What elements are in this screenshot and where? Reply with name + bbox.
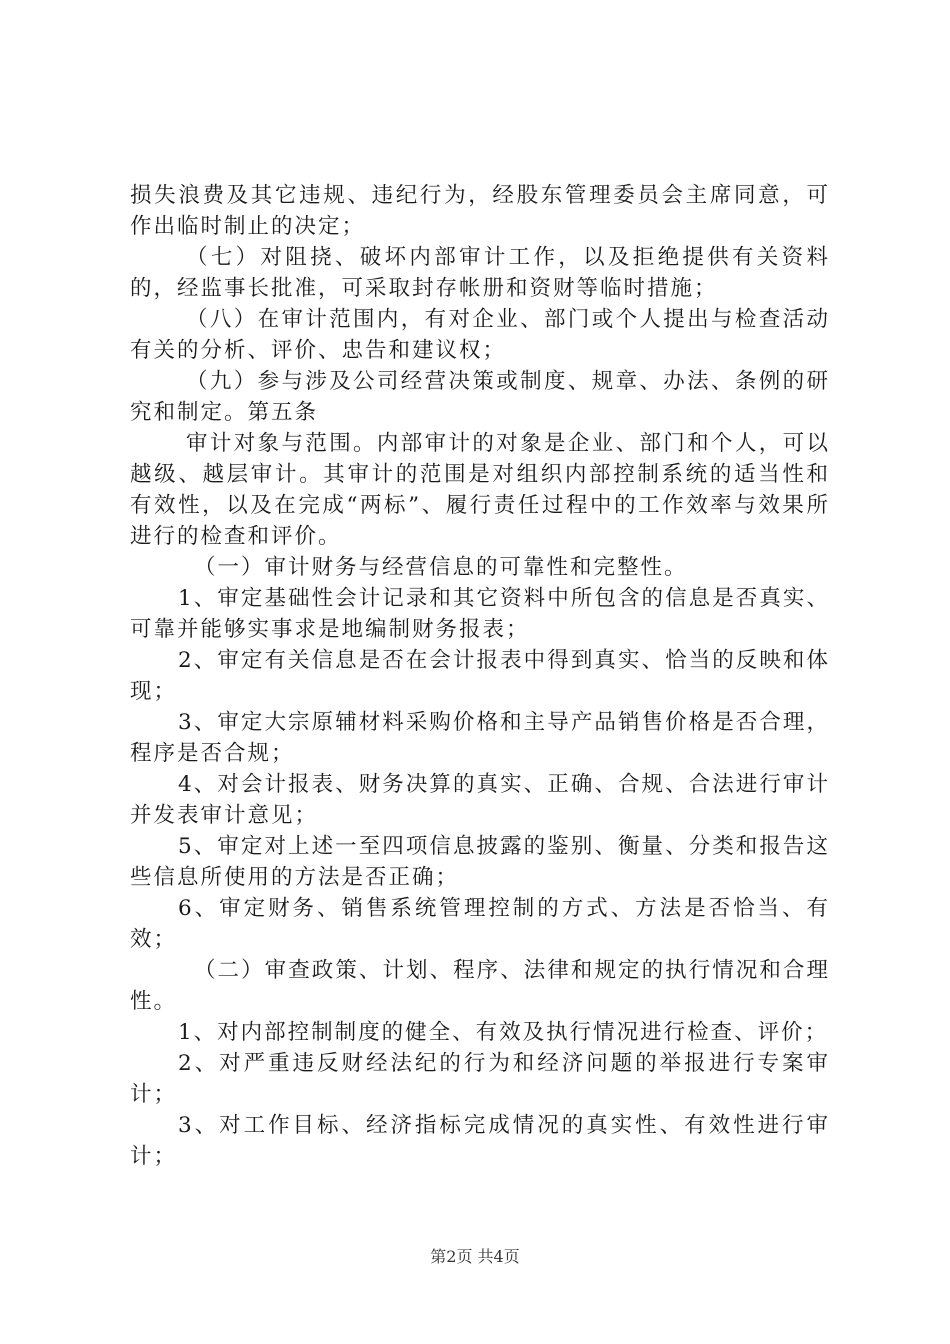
paragraph-section-2: （二）审查政策、计划、程序、法律和规定的执行情况和合理性。 [130,958,830,1014]
paragraph-section-2-item-2: 2、对严重违反财经法纪的行为和经济问题的举报进行专案审计； [130,1051,830,1107]
paragraph-section-1-item-5: 5、审定对上述一至四项信息披露的鉴别、衡量、分类和报告这些信息所使用的方法是否正确； [130,834,830,890]
page-footer [0,1244,950,1267]
paragraph-section-1-item-1: 1、审定基础性会计记录和其它资料中所包含的信息是否真实、可靠并能够实事求是地编制财务报表； [130,586,830,642]
paragraph-section-1: （一）审计财务与经营信息的可靠性和完整性。 [194,555,688,580]
page-number-label: 第2页 共4页 [430,1247,520,1266]
paragraph-section-1-item-4: 4、对会计报表、财务决算的真实、正确、合规、合法进行审计并发表审计意见； [130,772,830,828]
paragraph-item-9: （九）参与涉及公司经营决策或制度、规章、办法、条例的研究和制定。第五条 [130,369,830,425]
paragraph-continuation: 损失浪费及其它违规、违纪行为，经股东管理委员会主席同意，可作出临时制止的决定； [130,183,830,239]
paragraph-item-7: （七）对阻挠、破坏内部审计工作，以及拒绝提供有关资料的，经监事长批准，可采取封存帐册和资财等临时措施； [130,245,830,301]
paragraph-section-1-item-3: 3、审定大宗原辅材料采购价格和主导产品销售价格是否合理，程序是否合规； [130,710,830,766]
paragraph-item-8: （八）在审计范围内，有对企业、部门或个人提出与检查活动有关的分析、评价、忠告和建议权； [130,307,830,363]
document-body [130,180,830,1172]
paragraph-section-1-item-6: 6、审定财务、销售系统管理控制的方式、方法是否恰当、有效； [130,896,830,952]
paragraph-audit-scope: 审计对象与范围。内部审计的对象是企业、部门和个人，可以越级、越层审计。其审计的范围是对组织内部控制系统的适当性和有效性，以及在完成“两标”、履行责任过程中的工作效率与效果所进行的检查和评价。 [130,431,830,549]
paragraph-section-2-item-3: 3、对工作目标、经济指标完成情况的真实性、有效性进行审计； [130,1113,830,1169]
paragraph-section-2-item-1: 1、对内部控制制度的健全、有效及执行情况进行检查、评价； [178,1020,829,1045]
paragraph-section-1-item-2: 2、审定有关信息是否在会计报表中得到真实、恰当的反映和体现； [130,648,830,704]
